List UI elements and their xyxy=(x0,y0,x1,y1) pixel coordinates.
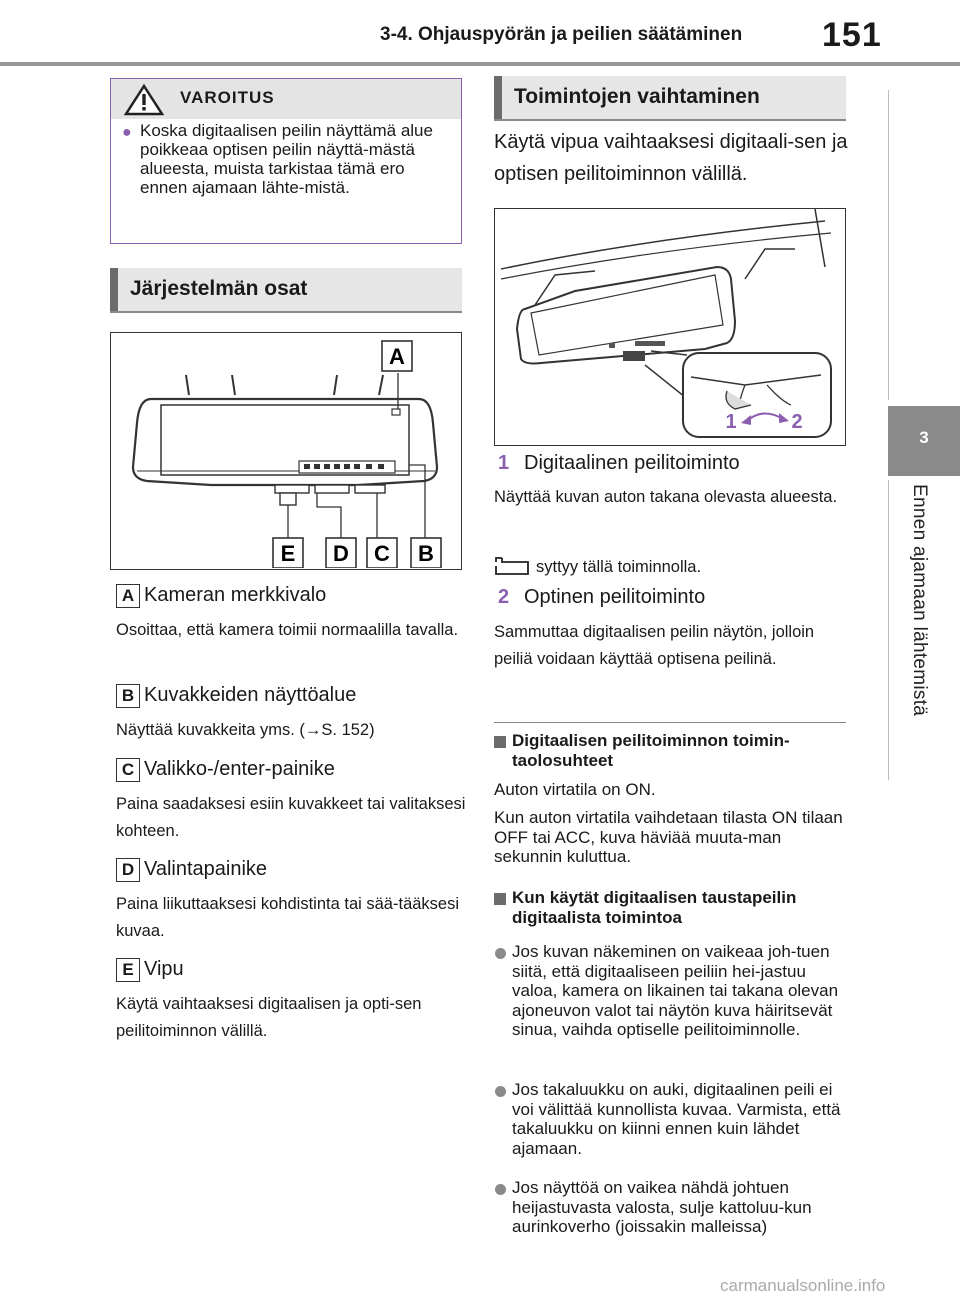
fig-label-2: 2 xyxy=(791,411,803,433)
section-head-switching xyxy=(494,76,846,120)
side-rule-top xyxy=(888,90,889,400)
item-letter-a: A xyxy=(116,584,140,608)
bullet-text-3: Jos näyttöä on vaikea nähdä johtuen heijastuvasta valosta, sulje kattoluu-kun aurinkoverho (joissakin malleissa) xyxy=(512,1178,812,1236)
bullet-icon xyxy=(495,948,506,959)
mode-body-optical: Sammuttaa digitaalisen peilin näytön, jolloin peiliä voidaan käyttää optisena peilinä. xyxy=(494,623,815,668)
mode-body-digital: Näyttää kuvan auton takana olevasta alueesta. xyxy=(494,488,838,506)
watermark: carmanualsonline.info xyxy=(720,1276,886,1295)
item-title-lever: Vipu xyxy=(144,958,184,980)
digital-mode-indicator-icon xyxy=(494,556,530,576)
fig-label-a: A xyxy=(389,344,405,369)
lever-illustration xyxy=(495,209,844,444)
bullet-text-1: Jos kuvan näkeminen on vaikeaa joh-tuen siitä, että digitaaliseen peiliin hei-jastuu valoa, kamera on likainen tai takana olevan ajoneuvon valot tai näytön kuva häiritsevät sinua, vaihda optiselle peilitoiminnolle. xyxy=(512,942,839,1039)
warning-title: VAROITUS xyxy=(180,88,275,107)
side-rule-bottom xyxy=(888,480,889,780)
subhead-square-icon xyxy=(494,893,506,905)
item-letter-e: E xyxy=(116,958,140,982)
item-letter-d: D xyxy=(116,858,140,882)
fig-label-e: E xyxy=(280,541,296,566)
para-power-on: Auton virtatila on ON. xyxy=(494,780,656,799)
item-body-select-button: Paina liikuttaaksesi kohdistinta tai sää-tääksesi kuvaa. xyxy=(116,895,460,940)
switching-intro: Käytä vipua vaihtaaksesi digitaali-sen ja optisen peilitoiminnon välillä. xyxy=(494,131,848,185)
item-title-camera-indicator: Kameran merkkivalo xyxy=(144,584,327,606)
bullet-text-2: Jos takaluukku on auki, digitaalinen peili ei voi välittää kunnollista kuvaa. Varmista, että takaluukku on kiinni ennen kuin lähdet ajamaan. xyxy=(512,1080,841,1158)
section-title: Toimintojen vaihtaminen xyxy=(514,85,760,108)
item-letter-b: B xyxy=(116,684,140,708)
bullet-icon xyxy=(495,1184,506,1195)
fig-label-d: D xyxy=(333,541,349,566)
page-number: 151 xyxy=(822,16,882,54)
mode-number-2: 2 xyxy=(498,586,510,608)
item-title-select-button: Valintapainike xyxy=(144,858,268,880)
divider xyxy=(494,722,846,723)
mode-title-optical: Optinen peilitoiminto xyxy=(524,586,706,608)
mode-number-1: 1 xyxy=(498,452,510,474)
chapter-title: Ennen ajamaan lähtemistä xyxy=(909,484,930,717)
mode-title-digital: Digitaalinen peilitoiminto xyxy=(524,452,740,474)
subhead-conditions: Digitaalisen peilitoiminnon toimin-taolosuhteet xyxy=(512,731,790,770)
section-rule xyxy=(110,311,462,313)
chapter-number: 3 xyxy=(919,428,929,447)
subhead-square-icon xyxy=(494,736,506,748)
fig-label-1: 1 xyxy=(725,411,737,433)
item-body-icon-area: Näyttää kuvakkeita yms. (→S. 152) xyxy=(116,721,375,739)
subhead-using-digital: Kun käytät digitaalisen taustapeilin digitaalista toimintoa xyxy=(512,888,797,927)
mirror-components-figure xyxy=(110,332,462,570)
section-head-components xyxy=(110,268,462,312)
section-title: Järjestelmän osat xyxy=(130,277,308,300)
item-body-lever: Käytä vaihtaaksesi digitaalisen ja opti-sen peilitoiminnon välillä. xyxy=(116,995,422,1040)
section-rule xyxy=(494,119,846,121)
item-title-icon-area: Kuvakkeiden näyttöalue xyxy=(144,684,357,706)
header-rule xyxy=(0,62,960,66)
running-header: 3-4. Ohjauspyörän ja peilien säätäminen xyxy=(380,24,743,45)
warning-triangle-icon xyxy=(124,84,164,116)
item-title-menu-button: Valikko-/enter-painike xyxy=(144,758,335,780)
mirror-illustration xyxy=(111,333,460,568)
item-body-menu-button: Paina saadaksesi esiin kuvakkeet tai valitaksesi kohteen. xyxy=(116,795,466,840)
fig-label-c: C xyxy=(374,541,390,566)
warning-bullet-icon: ● xyxy=(122,124,132,141)
para-power-off: Kun auton virtatila vaihdetaan tilasta ON tilaan OFF tai ACC, kuva häviää muuta-man sekunnin kuluttua. xyxy=(494,808,843,866)
warning-text: Koska digitaalisen peilin näyttämä alue poikkeaa optisen peilin näyttä-mästä alueesta, muista tarkistaa tämä ero ennen ajamaan lähte-mistä. xyxy=(140,121,433,197)
item-body-camera-indicator: Osoittaa, että kamera toimii normaalilla tavalla. xyxy=(116,621,459,639)
bullet-icon xyxy=(495,1086,506,1097)
item-letter-c: C xyxy=(116,758,140,782)
fig-label-b: B xyxy=(418,541,434,566)
mode-note-digital: syttyy tällä toiminnolla. xyxy=(536,558,702,576)
lever-figure xyxy=(494,208,846,446)
